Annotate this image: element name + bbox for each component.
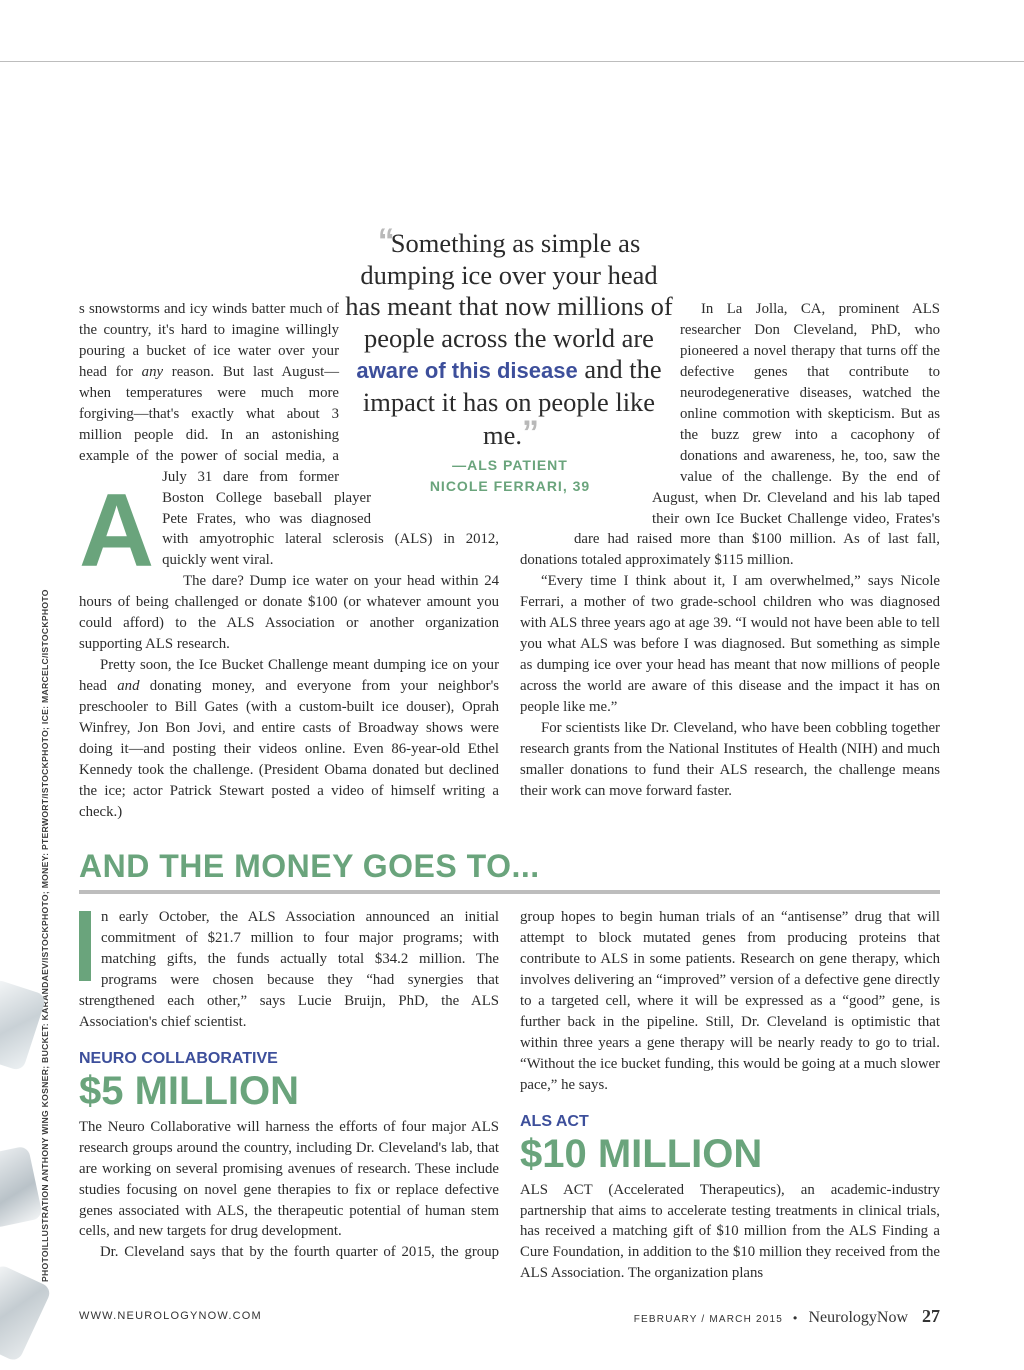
paragraph: reason. But last August—when temperatures were much more forgiving—that's exactly what about 3 million people did. In an astonishing example of the power of social media, a July 31 dare from former Boston College baseball player Pete Frates, who was diagnosed with amyotrophic lateral sclerosis (ALS) in 2012, quickly went viral. bbox=[79, 363, 499, 569]
paragraph: ALS ACT (Accelerated Therapeutics), an academic-industry partnership that aims to accelerate testing treatments in clinical trials, has received a matching gift of $10 million from the ALS Finding a Cure Foundation, in addition to the $10 million they received from the ALS Association. The organization plans bbox=[520, 1181, 940, 1282]
drop-cap: A bbox=[79, 473, 155, 589]
paragraph: Pretty soon, the Ice Bucket Challenge meant dumping ice on your head bbox=[79, 657, 499, 695]
section-heading: AND THE MONEY GOES TO... bbox=[79, 848, 540, 884]
paragraph: donating money, and everyone from your neighbor's preschooler to Bill Gates (with a custom-built ice douser), Oprah Winfrey, Jon Bon Jovi, and entire casts of Broadway shows were doing it—and posting their videos online. Even 86-year-old Ethel Kennedy took the challenge. (President Obama donated but declined the ice; actor Patrick Stewart posted a video of himself writing a check.) bbox=[79, 678, 499, 820]
section-column-right bbox=[520, 907, 940, 1284]
page-number: 27 bbox=[922, 1306, 940, 1326]
pullquote-wrap-spacer bbox=[520, 509, 612, 529]
footer-folio bbox=[634, 1306, 940, 1327]
magazine-brand: NeurologyNow bbox=[808, 1309, 908, 1326]
subhead-label: ALS ACT bbox=[520, 1112, 589, 1130]
drop-cap bbox=[79, 911, 91, 981]
paragraph: For scientists like Dr. Cleveland, who have been cobbling together research grants from the National Institutes of Health (NIH) and much smaller donations to fund their ALS research, the challenge means their work can move forward faster. bbox=[520, 720, 940, 799]
amount-heading: $10 MILLION bbox=[520, 1131, 763, 1176]
paragraph: In La Jolla, CA, prominent ALS researcher Don Cleveland, PhD, who pioneered a novel therapy that turns off the defective genes that contribute to neurodegenerative diseases, watched the online commotion with skepticism. But as the buzz grew into a cacophony of donations and awareness, he, too, saw the value of the challenge. By the end of August, when Dr. Cleveland and his lab taped their own Ice Bucket Challenge video, Frates's dare had raised more than $100 million. As of last fall, donations totaled approximately $115 million. bbox=[520, 301, 940, 569]
issue-date: FEBRUARY / MARCH 2015 bbox=[633, 1314, 784, 1325]
section-column-left bbox=[79, 907, 499, 1263]
top-rule bbox=[0, 61, 1024, 62]
paragraph: The dare? Dump ice water on your head within 24 hours of being challenged or donate $100 (or whatever amount you could afford) to the ALS Association or another organization supporting ALS research. bbox=[79, 573, 499, 653]
pull-quote-text: Something as simple as dumping ice over your head has meant that now millions of people across the world are bbox=[345, 228, 673, 353]
footer-url: WWW.NEUROLOGYNOW.COM bbox=[79, 1310, 262, 1322]
pull-quote-highlight: aware of this disease bbox=[356, 358, 578, 383]
close-quote-mark: ” bbox=[522, 414, 535, 452]
paragraph: “Every time I think about it, I am overwhelmed,” says Nicole Ferrari, a mother of two grade-school children who was diagnosed with ALS three years ago at age 39. “I would not have been able to tell you what ALS was before I was diagnosed. But something as simple as dumping ice over your head has meant that now millions of people across the world are aware of this disease and the impact it has on people like me.” bbox=[520, 573, 940, 716]
paragraph-continued: group hopes to begin human trials of an “antisense” drug that will attempt to block mutated genes from producing proteins that contribute to ALS in some patients. Research on gene therapy, which involves delivering an “improved” version of a defective gene directly to a targeted cell, where it will be expressed as a “good” gene, is further back in the pipeline. Still, Dr. Cleveland is optimistic that within three years a gene therapy will be nearly ready to go to trial. “Without the ice bucket funding, this would be going at a much slower pace,” he says. bbox=[520, 909, 940, 1093]
pull-quote-attribution bbox=[405, 455, 615, 497]
emphasis: and bbox=[117, 678, 140, 695]
pull-quote-text: and the impact it has on people like me. bbox=[362, 354, 662, 450]
paragraph: n early October, the ALS Association announced an initial commitment of $21.7 million to four major programs; with matching gifts, the funds actually total $34.2 million. The programs were chosen because they “had synergies that strengthened each other,” says Lucie Bruijn, PhD, the ALS Association's chief scientist. bbox=[79, 909, 499, 1030]
attribution-line: —ALS PATIENT bbox=[452, 457, 568, 473]
amount-heading: $5 MILLION bbox=[79, 1068, 300, 1113]
attribution-line: NICOLE FERRARI, 39 bbox=[429, 478, 591, 494]
open-quote-mark: “ bbox=[377, 222, 391, 260]
subhead-label: NEURO COLLABORATIVE bbox=[79, 1049, 278, 1067]
ice-cube-image bbox=[0, 1145, 43, 1228]
paragraph: Dr. Cleveland says that by the fourth quarter of 2015, the group bbox=[100, 1244, 499, 1261]
photo-credit: PHOTOILLUSTRATION ANTHONY WING KOSNER; BUCKET: KARANDAEV/ISTOCKPHOTO; MONEY: PTERWORT/ISTOCKPHOTO; ICE: MARCELC/ISTOCKPHOTO bbox=[40, 589, 50, 1282]
paragraph: s snowstorms and icy winds batter much of the country, it's hard to imagine willingly pouring a bucket of ice water over your head for bbox=[79, 301, 339, 380]
emphasis: any bbox=[141, 363, 164, 380]
section-rule bbox=[79, 890, 940, 894]
paragraph: The Neuro Collaborative will harness the efforts of four major ALS research groups around the country, including Dr. Cleveland's lab, that are working on several promising avenues of research. These include studies focusing on novel gene therapies to fix or replace defective genes associated with ALS, the therapeutic potential of human stem cells, and new targets for drug development. bbox=[79, 1118, 499, 1240]
pull-quote bbox=[342, 222, 676, 452]
pullquote-wrap-spacer bbox=[520, 529, 574, 549]
bullet-separator: • bbox=[793, 1311, 799, 1325]
